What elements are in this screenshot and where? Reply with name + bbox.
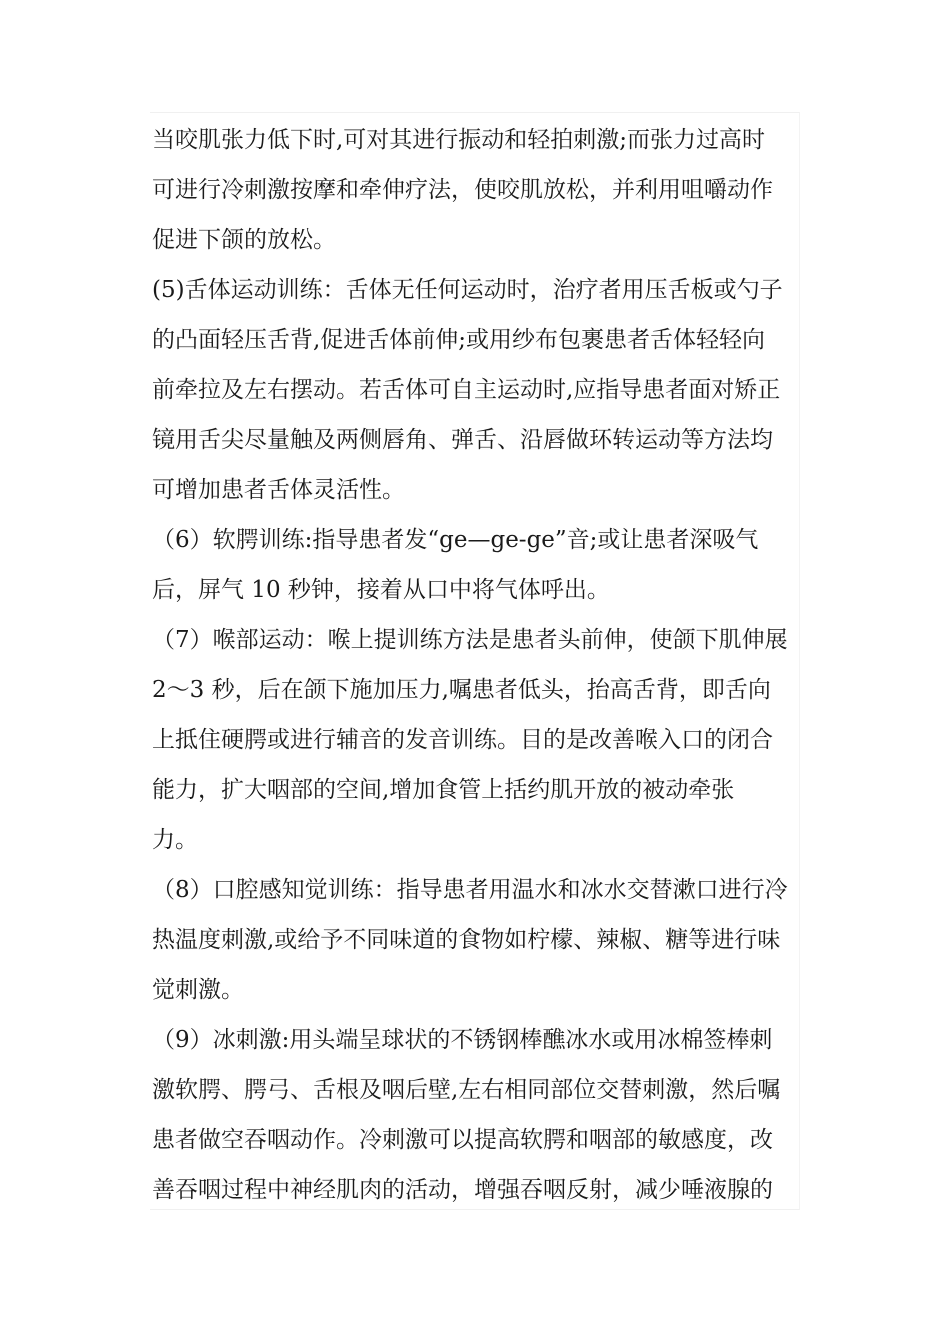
text-line: 2～3 秒，后在颌下施加压力,嘱患者低头，抬高舌背，即舌向: [152, 677, 771, 703]
text-line: 激软腭、腭弓、舌根及咽后壁,左右相同部位交替刺激，然后嘱: [152, 1077, 781, 1103]
text-line: 镜用舌尖尽量触及两侧唇角、弹舌、沿唇做环转运动等方法均: [152, 427, 773, 453]
text-line: 能力，扩大咽部的空间,增加食管上括约肌开放的被动牵张: [152, 777, 735, 803]
text-line: (5)舌体运动训练：舌体无任何运动时，治疗者用压舌板或勺子: [152, 277, 783, 303]
text-line: （9）冰刺激:用头端呈球状的不锈钢棒醮冰水或用冰棉签棒刺: [152, 1027, 773, 1053]
paragraph-tongue-training: [152, 265, 802, 515]
text-line: 善吞咽过程中神经肌肉的活动，增强吞咽反射，减少唾液腺的: [152, 1177, 773, 1203]
text-line: 可进行冷刺激按摩和牵伸疗法，使咬肌放松，并利用咀嚼动作: [152, 177, 773, 203]
paragraph-oral-sensation: [152, 865, 802, 1015]
text-line: 的凸面轻压舌背,促进舌体前伸;或用纱布包裹患者舌体轻轻向: [152, 327, 766, 353]
text-line: 患者做空吞咽动作。冷刺激可以提高软腭和咽部的敏感度，改: [152, 1127, 773, 1153]
paragraph-larynx: [152, 615, 802, 865]
text-line: （8）口腔感知觉训练：指导患者用温水和冰水交替漱口进行冷: [152, 877, 788, 903]
text-line: 热温度刺激,或给予不同味道的食物如柠檬、辣椒、糖等进行味: [152, 927, 781, 953]
text-line: 可增加患者舌体灵活性。: [152, 477, 405, 503]
text-line: （6）软腭训练:指导患者发“ge—ge-ge”音;或让患者深吸气: [152, 527, 759, 553]
text-line: （7）喉部运动：喉上提训练方法是患者头前伸，使颌下肌伸展: [152, 627, 788, 653]
text-line: 当咬肌张力低下时,可对其进行振动和轻拍刺激;而张力过高时: [152, 127, 766, 153]
text-line: 上抵住硬腭或进行辅音的发音训练。目的是改善喉入口的闭合: [152, 727, 773, 753]
paragraph-soft-palate: [152, 515, 802, 615]
paragraph-ice-stimulation: [152, 1015, 802, 1215]
text-line: 后，屏气 10 秒钟，接着从口中将气体呼出。: [152, 577, 610, 603]
text-line: 力。: [152, 827, 198, 853]
text-line: 觉刺激。: [152, 977, 244, 1003]
document-body: [152, 115, 802, 1215]
paragraph-masseter: [152, 115, 802, 265]
text-line: 促进下颌的放松。: [152, 227, 336, 253]
text-line: 前牵拉及左右摆动。若舌体可自主运动时,应指导患者面对矫正: [152, 377, 781, 403]
